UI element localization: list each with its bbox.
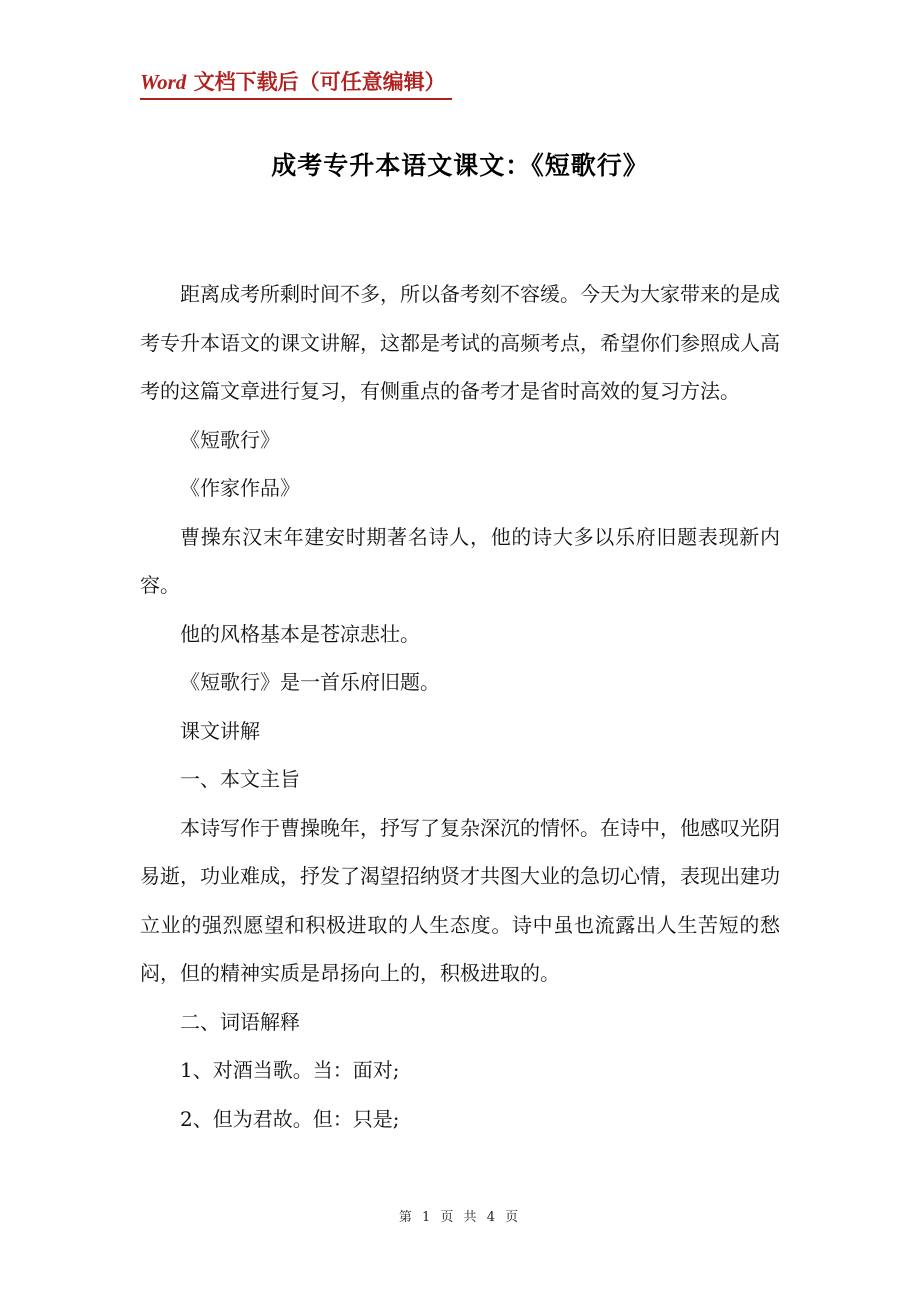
document-body — [140, 270, 780, 1143]
theme-paragraph: 本诗写作于曹操晚年，抒写了复杂深沉的情怀。在诗中，他感叹光阴易逝，功业难成，抒发了渴望招纳贤才共图大业的急切心情，表现出建功立业的强烈愿望和积极进取的人生态度。诗中虽也流露出人生苦短的愁闷，但的精神实质是昂扬向上的，积极进取的。 — [140, 815, 780, 985]
document-title: 成考专升本语文课文：《短歌行》 — [271, 151, 649, 180]
download-note-word: Word — [140, 70, 187, 94]
work-title-line: 《短歌行》 — [180, 427, 280, 452]
subheading-vocabulary: 二、词语解释 — [180, 1009, 300, 1034]
vocabulary-item: 1、对酒当歌。当：面对; — [180, 1058, 400, 1082]
intro-paragraph: 距离成考所剩时间不多，所以备考刻不容缓。今天为大家带来的是成考专升本语文的课文讲解，这都是考试的高频考点，希望你们参照成人高考的这篇文章进行复习，有侧重点的备考才是省时高效的复习方法。 — [140, 282, 780, 403]
style-paragraph: 他的风格基本是苍凉悲壮。 — [180, 621, 420, 646]
section-heading-lecture: 课文讲解 — [180, 718, 260, 743]
section-heading-author: 《作家作品》 — [180, 476, 300, 500]
vocabulary-item: 2、但为君故。但：只是; — [180, 1106, 400, 1131]
download-note-text: 文档下载后（可任意编辑） — [186, 69, 446, 94]
download-note-header — [140, 68, 452, 100]
page-number-footer: 第 1 页 共 4 页 — [398, 1210, 522, 1225]
subheading-theme: 一、本文主旨 — [180, 767, 300, 791]
author-paragraph: 曹操东汉末年建安时期著名诗人，他的诗大多以乐府旧题表现新内容。 — [140, 524, 780, 597]
genre-paragraph: 《短歌行》是一首乐府旧题。 — [180, 670, 440, 694]
